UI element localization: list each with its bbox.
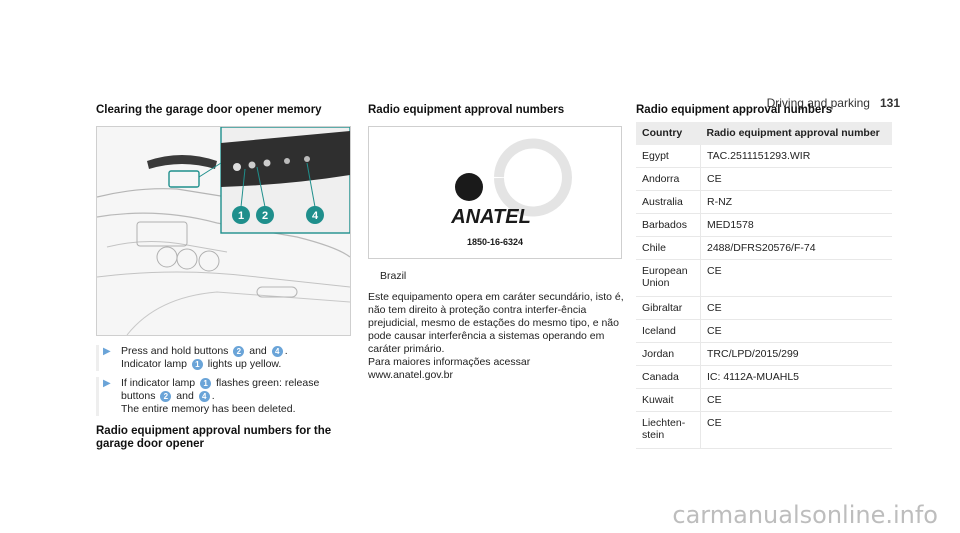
country-cell: Barbados: [636, 214, 701, 237]
step-2-text: If indicator lamp 1 flashes green: release buttons 2 and 4 . The entire memory has been deleted.: [121, 377, 320, 415]
svg-text:4: 4: [311, 210, 319, 222]
country-cell: Canada: [636, 366, 701, 389]
svg-text:1850-16-6324: 1850-16-6324: [466, 237, 524, 247]
callout-badge: 1: [200, 378, 211, 389]
table-row: [636, 320, 892, 343]
approval-number-cell: CE: [701, 320, 893, 343]
country-cell: Egypt: [636, 145, 701, 168]
country-cell: Kuwait: [636, 389, 701, 412]
approval-number-cell: TAC.2511151293.WIR: [701, 145, 893, 168]
arrow-bullet-icon: ▶: [103, 346, 111, 357]
approval-numbers-table: [636, 122, 892, 449]
country-cell: Australia: [636, 191, 701, 214]
callout-1: [232, 206, 250, 224]
table-row: [636, 168, 892, 191]
country-cell: Andorra: [636, 168, 701, 191]
instruction-steps: [96, 345, 351, 422]
table-row: [636, 260, 892, 297]
heading-clearing-memory: Clearing the garage door opener memory: [96, 104, 322, 116]
callout-2: [256, 206, 274, 224]
country-cell: Gibraltar: [636, 297, 701, 320]
anatel-logo-icon: [369, 127, 621, 258]
table-row: [636, 412, 892, 449]
country-cell: Chile: [636, 237, 701, 260]
approval-number-cell: CE: [701, 260, 893, 297]
svg-text:2: 2: [261, 210, 269, 222]
svg-text:ANATEL: ANATEL: [451, 206, 531, 228]
callout-badge: 4: [272, 346, 283, 357]
column-header-country: Country: [636, 122, 701, 145]
callout-4: [306, 206, 324, 224]
approval-number-cell: 2488/DFRS20576/F-74: [701, 237, 893, 260]
step-1-text: Press and hold buttons 2 and 4 . Indicator lamp 1 lights up yellow.: [121, 345, 288, 370]
approval-number-cell: TRC/LPD/2015/299: [701, 343, 893, 366]
callout-badge: 4: [199, 391, 210, 402]
approval-number-cell: IC: 4112A-MUAHL5: [701, 366, 893, 389]
approval-number-cell: CE: [701, 412, 893, 449]
approval-number-cell: CE: [701, 168, 893, 191]
approval-number-cell: CE: [701, 389, 893, 412]
anatel-url: www.anatel.gov.br: [368, 369, 454, 381]
section-title: Driving and parking: [766, 96, 870, 110]
approval-number-cell: R-NZ: [701, 191, 893, 214]
table-header-row: [636, 122, 892, 145]
table-row: [636, 343, 892, 366]
table-row: [636, 297, 892, 320]
callout-badge: 1: [192, 359, 203, 370]
car-interior-drawing: [97, 127, 350, 335]
table-row: [636, 237, 892, 260]
country-cell: Jordan: [636, 343, 701, 366]
step-2: [96, 377, 351, 416]
table-row: [636, 191, 892, 214]
garage-opener-illustration: [96, 126, 351, 336]
arrow-bullet-icon: ▶: [103, 378, 111, 389]
svg-text:1: 1: [237, 210, 245, 222]
column-header-number: Radio equipment approval number: [701, 122, 893, 145]
anatel-logo-box: [368, 126, 622, 259]
brazil-notice: [368, 270, 630, 382]
callout-badge: 2: [233, 346, 244, 357]
more-info-text: Para maiores informações acessar: [368, 356, 531, 368]
approval-number-cell: MED1578: [701, 214, 893, 237]
watermark-text: carmanualsonline.info: [672, 501, 938, 529]
page-number: 131: [879, 96, 900, 110]
country-cell: Iceland: [636, 320, 701, 343]
country-label: Brazil: [380, 270, 407, 282]
table-row: [636, 366, 892, 389]
table-row: [636, 145, 892, 168]
approval-number-cell: CE: [701, 297, 893, 320]
notice-paragraph: Este equipamento opera em caráter secundário, isto é, não tem direito à proteção contra interfer-ência prejudicial, mesmo de estações do mesmo tipo, e não pode causar interferência a sistemas operando em caráter primário.: [368, 291, 624, 355]
step-1: [96, 345, 351, 371]
heading-radio-approval-right: Radio equipment approval numbers: [636, 104, 833, 116]
callout-badge: 2: [160, 391, 171, 402]
heading-garage-approval: Radio equipment approval numbers for the garage door opener: [96, 425, 332, 450]
heading-radio-approval-mid: Radio equipment approval numbers: [368, 104, 565, 116]
country-cell: Liechten-stein: [636, 412, 701, 449]
table-row: [636, 389, 892, 412]
country-cell: European Union: [636, 260, 701, 297]
table-row: [636, 214, 892, 237]
